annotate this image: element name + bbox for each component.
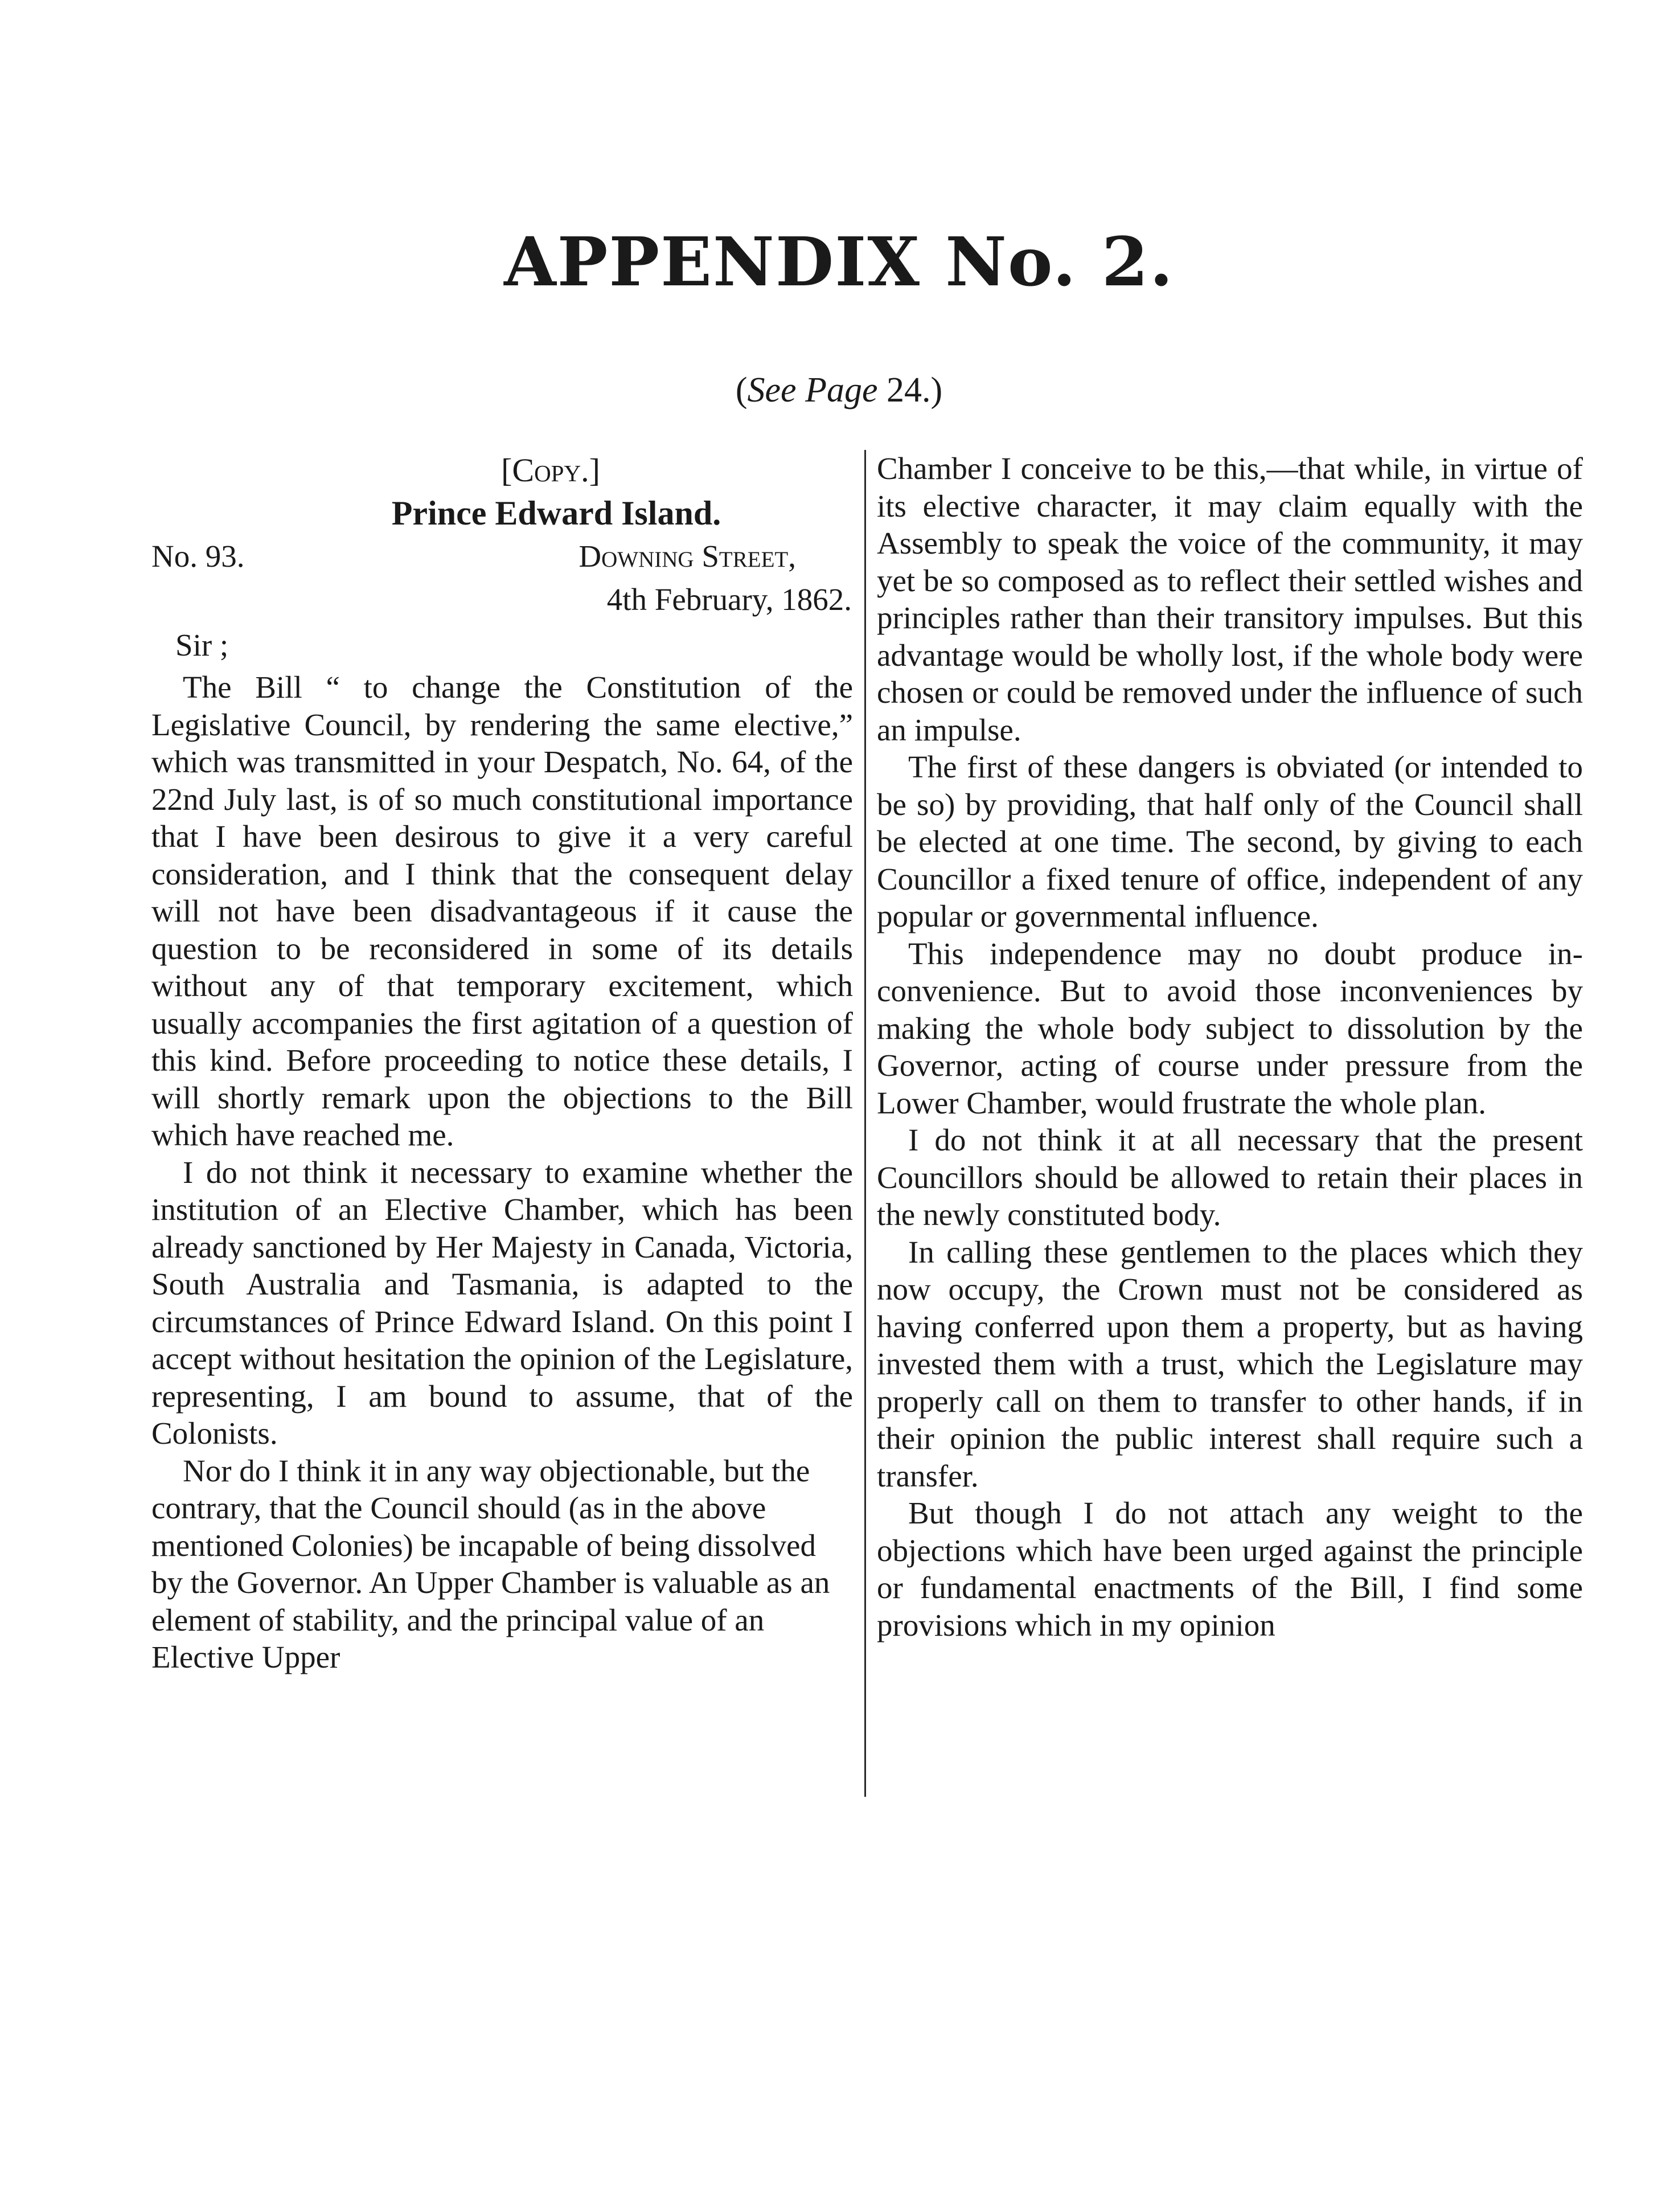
paragraph: This independence may no doubt produce inconvenience. But to avoid those inconveniences by making the whole body subject to dissolution by the Governor, acting of course under pressure from the Lower Chamber, would frustrate the whole plan. <box>877 936 1583 1120</box>
paragraph: I do not think it necessary to examine whether the institution of an Elective Chamber, which has been already sanctioned by Her Majesty in Canada, Victoria, South Australia and Tasmania, is adapted to the circumstances of Prince Edward Island. On this point I accept without hesitation the opinion of the Legislature, representing, I am bound to assume, that of the Colonists. <box>151 1154 853 1451</box>
paragraph: Nor do I think it in any way objectionable, but the contrary, that the Council should (as in the above mentioned Colonies) be incapable of being dissolved by the Governor. An Upper Chamber is valuable as an element of stability, and the principal value of an Elective Upper <box>151 1453 830 1674</box>
letter-date: 4th February, 1862. <box>606 582 852 617</box>
salutation: Sir ; <box>175 628 229 662</box>
column-divider <box>864 450 866 1797</box>
page-word: Page <box>805 371 878 409</box>
paragraph: I do not think it at all necessary that the present Councillors should be allowed to retain their places in the newly constituted body. <box>877 1123 1583 1232</box>
street-address: Downing Street, <box>579 539 796 574</box>
right-column <box>877 450 1583 1644</box>
paragraph: In calling these gentlemen to the places which they now occupy, the Crown must not be considered as having conferred upon them a property, but as having invested them with a trust, which the Legislature may properly call on them to transfer to other hands, if in their opinion the public interest shall require such a transfer. <box>877 1234 1583 1493</box>
see-open: ( <box>735 371 748 409</box>
paragraph: The Bill “ to change the Constitution of the Legislative Council, by rendering the same elective,” which was transmitted in your Despatch, No. 64, of the 22nd July last, is of so much constitutional importance that I have been desirous to give it a very careful consideration, and I think that the consequent delay will not have been disadvantageous if it cause the question to be reconsidered in some of its details without any of that temporary excitement, which usually accompanies the first agitation of a question of this kind. Before proceeding to notice these details, I will shortly remark upon the objections to the Bill which have reached me. <box>151 670 853 1152</box>
paragraph: But though I do not attach any weight to the objections which have been urged against the principle or fundamental enactments of the Bill, I find some provisions which in my opinion <box>877 1496 1583 1642</box>
number-street-line <box>151 535 853 577</box>
place-heading: Prince Edward Island. <box>391 494 721 532</box>
despatch-number: No. 93. <box>151 539 245 574</box>
left-column <box>151 450 853 1676</box>
see-space <box>797 371 806 409</box>
paragraph: Chamber I conceive to be this,—that while, in virtue of its elective character, it may claim equally with the Assembly to speak the voice of the community, it may yet be so composed as to reflect their settled wishes and principles rather than their transitory impulses. But this advantage would be wholly lost, if the whole body were chosen or could be removed under the influence of such an impulse. <box>877 451 1583 747</box>
appendix-title: APPENDIX No. 2. <box>504 222 1174 301</box>
copy-label: [Copy.] <box>501 452 600 489</box>
paragraph: The first of these dangers is obviated (or intended to be so) by providing, that half only of the Council shall be elected at one time. The second, by giving to each Councillor a fixed tenure of office, independent of any popular or governmental influence. <box>877 749 1583 933</box>
see-page-number: 24.) <box>877 371 943 409</box>
page-reference <box>0 370 1678 411</box>
see-word: See <box>747 371 797 409</box>
